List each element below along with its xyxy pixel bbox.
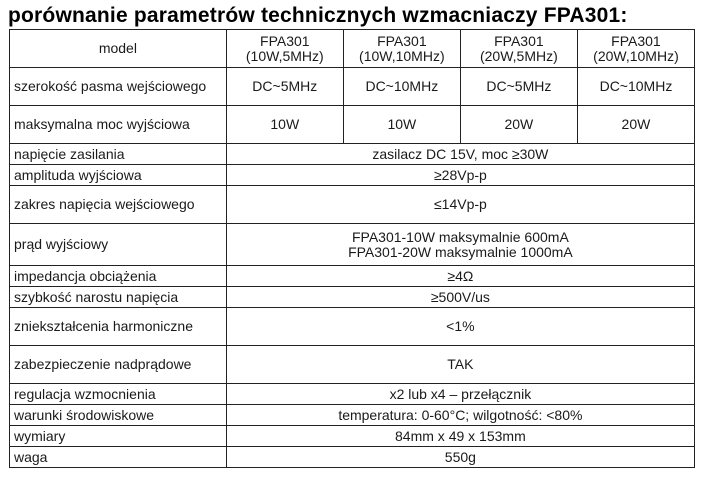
table-row [10,384,695,405]
parameter-value: DC~10MHz [577,68,694,106]
model-column-header [226,30,343,68]
parameter-value: DC~5MHz [226,68,343,106]
parameter-label: zakres napięcia wejściowego [10,186,227,224]
parameter-label: amplituda wyjściowa [10,165,227,186]
table-row [10,68,695,106]
parameter-value: ≥28Vp-p [226,165,694,186]
model-variant: (20W,10MHz) [593,47,679,64]
parameter-label: maksymalna moc wyjściowa [10,106,227,144]
parameter-value: ≤14Vp-p [226,186,694,224]
parameter-value: 20W [460,106,577,144]
parameter-label: warunki środowiskowe [10,405,227,426]
parameter-label: napięcie zasilania [10,144,227,165]
table-row [10,144,695,165]
parameter-value: DC~10MHz [343,68,460,106]
value-line: FPA301-20W maksymalnie 1000mA [348,243,573,260]
table-row [10,346,695,384]
parameter-value: x2 lub x4 – przełącznik [226,384,694,405]
parameter-label: zabezpieczenie nadprądowe [10,346,227,384]
page-title: porównanie parametrów technicznych wzmacniaczy FPA301: [8,4,628,27]
table-row [10,165,695,186]
parameter-label: zniekształcenia harmoniczne [10,308,227,346]
table-row [10,426,695,447]
parameter-value: 10W [226,106,343,144]
model-name: FPA301 [377,32,427,49]
table-row [10,106,695,144]
parameter-value: <1% [226,308,694,346]
model-variant: (10W,10MHz) [359,47,445,64]
parameter-value: 10W [343,106,460,144]
parameter-value: 20W [577,106,694,144]
model-variant: (10W,5MHz) [245,47,324,64]
parameter-label: impedancja obciążenia [10,266,227,287]
parameter-value: ≥500V/us [226,287,694,308]
model-name: FPA301 [260,32,310,49]
model-column-header [577,30,694,68]
model-header: model [10,30,227,68]
parameter-label: regulacja wzmocnienia [10,384,227,405]
model-column-header [460,30,577,68]
table-row [10,287,695,308]
parameter-value: temperatura: 0-60°C; wilgotność: <80% [226,405,694,426]
value-line: FPA301-10W maksymalnie 600mA [351,228,569,245]
parameter-label: waga [10,447,227,468]
parameter-label: prąd wyjściowy [10,224,227,266]
table-row [10,405,695,426]
table-row [10,186,695,224]
parameter-value: 84mm x 49 x 153mm [226,426,694,447]
table-row [10,447,695,468]
parameter-label: szybkość narostu napięcia [10,287,227,308]
model-column-header [343,30,460,68]
parameter-label: szerokość pasma wejściowego [10,68,227,106]
parameter-label: wymiary [10,426,227,447]
table-row [10,308,695,346]
spec-table [9,29,695,468]
parameter-value: ≥4Ω [226,266,694,287]
model-name: FPA301 [494,32,544,49]
table-row [10,266,695,287]
parameter-value: zasilacz DC 15V, moc ≥30W [226,144,694,165]
parameter-value: TAK [226,346,694,384]
table-header-row [10,30,695,68]
parameter-value: 550g [226,447,694,468]
parameter-value: DC~5MHz [460,68,577,106]
table-row [10,224,695,266]
model-variant: (20W,5MHz) [479,47,558,64]
parameter-value [226,224,694,266]
model-name: FPA301 [611,32,661,49]
